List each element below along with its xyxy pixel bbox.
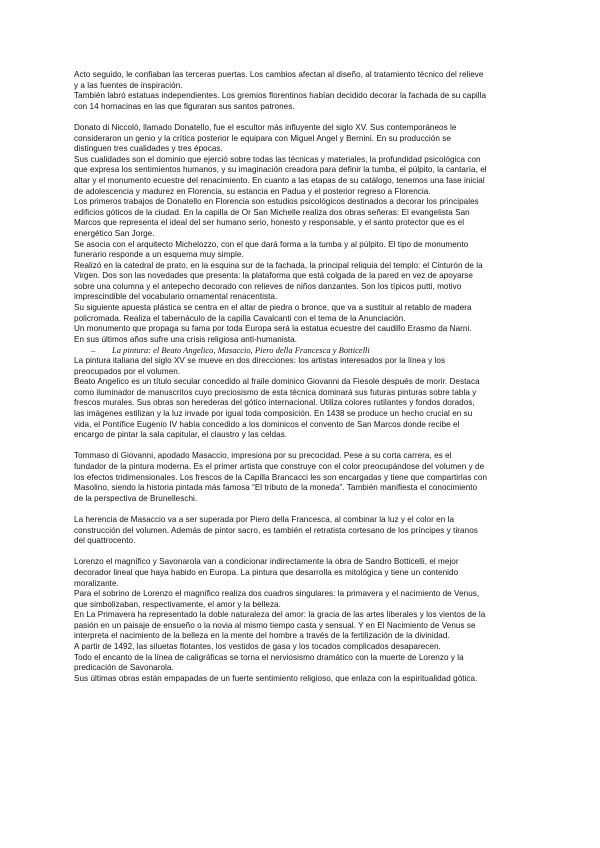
paragraph-piero-della-francesca: La herencia de Masaccio va a ser superada por Piero della Francesca, al combinar la luz y el color en la construcción del volumen. Además de pintor sacro, es también el retratista cortesano de los príncipes y tiranos del quattrocento.	[74, 514, 478, 546]
paragraph-gap	[74, 112, 526, 123]
section-heading	[74, 345, 526, 356]
heading-text: La pintura: el Beato Angelico, Masaccio, Piero della Francesca y Botticelli	[112, 345, 370, 356]
paragraph-terceras-puertas: Acto seguido, le confiaban las terceras puertas. Los cambios afectan al diseño, al tratamiento técnico del relieve y a las fuentes de inspiración. También labró estatuas independientes. Los gremios florentinos habían decidido decorar la fachada de su capilla con 14 hornacinas en las que figuraran sus santos patrones.	[74, 70, 487, 111]
paragraph-gap	[74, 441, 526, 452]
heading-dash: –	[91, 345, 96, 356]
paragraph-gap	[74, 504, 526, 515]
paragraph-beato-angelico: La pintura italiana del siglo XV se mueve en dos direcciones: los artistas interesados por la línea y los preocupados por el volumen. Beato Angelico es un título secular concedido al fraile dominico Giovanni da Fiesole después de morir. Destaca como iluminador de manuscritos cuyo preciosismo de esta técnica dominará sus futuras pinturas sobre tabla y frescos murales. Sus obras son herederas del gótico internacional. Utiliza colores rutilantes y fondos dorados, las imágenes estilizan y la luz invade por igual toda composición. En 1438 se produce un hecho crucial en su vida, el Pontífice Eugenio IV había concedido a los dominicos el convento de San Marcos donde recibe el encargo de pintar la sala capitular, el claustro y las celdas.	[74, 356, 480, 440]
paragraph-gap	[74, 547, 526, 558]
paragraph-botticelli: Lorenzo el magnífico y Savonarola van a condicionar indirectamente la obra de Sandro Botticelli, el mejor decorador lineal que haya habido en Europa. La pintura que desarrolla es mitológica y tiene un contenido moralizante. Para el sobrino de Lorenzo el magnífico realiza dos cuadros singulares: la primavera y el nacimiento de Venus, que simbolizaban, respectivamente, el amor y la belleza. En La Primavera ha representado la doble naturaleza del amor: la gracia de las artes liberales y los vientos de la pasión en un paisaje de ensueño o la novia al mismo tiempo casta y sensual. Y en El Nacimiento de Venus se interpreta el nacimiento de la belleza en la mente del hombre a través de la fertilización de la divinidad. A partir de 1492, las siluetas flotantes, los vestidos de gasa y los tocados complicados desaparecen. Todo el encanto de la línea de caligráficas se torna el nerviosismo dramático con la muerte de Lorenzo y la predicación de Savonarola. Sus últimas obras están empapadas de un fuerte sentimiento religioso, que enlaza con la espiritualidad gótica.	[74, 557, 486, 683]
paragraph-donatello: Donato di Niccolò, llamado Donatello, fue el escultor más influyente del siglo XV. Sus contemporáneos le consideraron un genio y la crítica posterior le equipara con Miguel Angel y Bernini. En su producción se distinguen tres cualidades y tres épocas. Sus cualidades son el dominio que ejerció sobre todas las técnicas y materiales, la profundidad psicológica con que expresa los sentimientos humanos, y su imaginación creadora para definir la tumba, el púlpito, la cantaría, el altar y el monumento ecuestre del renacimiento. En cuanto a las etapas de su catálogo, tenemos una fase inicial de adolescencia y madurez en Florencia, su estancia en Padua y el posterior regreso a Florencia. Los primeros trabajos de Donatello en Florencia son estudios psicológicos destinados a decorar los principales edificios góticos de la ciudad. En la capilla de Or San Michelle realiza dos obras señeras: El evangelista San Marcos que representa el ideal del ser humano serio, honesto y responsable, y el santo protector que es el energético San Jorge. Se asocia con el arquitecto Michelozzo, con el que dará forma a la tumba y al púlpito. El tipo de monumento funerario responde a un esquema muy simple. Realizó en la catedral de prato, en la esquina sur de la fachada, la principal reliquia del templo: el Cinturón de la Virgen. Dos son las novedades que presenta: la plataforma que está colgada de la pared en vez de apoyarse sobre una columna y el antepecho decorado con relieves de niños danzantes. Son los típicos putti, motivo imprescindible del vocabulario ornamental renacentista. Su siguiente apuesta plástica se centra en el altar de piedra o bronce, que va a sustituir al retablo de madera policromada. Realiza el tabernáculo de la capilla Cavalcanti con el tema de la Anunciación. Un monumento que propaga su fama por toda Europa será la estatua ecuestre del caudillo Erasmo da Narni. En sus últimos años sufre una crisis religiosa anti-humanista.	[74, 122, 487, 344]
paragraph-masaccio: Tommaso di Giovanni, apodado Masaccio, impresiona por su precocidad. Pese a su corta carrera, es el fundador de la pintura moderna. Es el primer artista que construye con el color preocupándose del volumen y de los efectos tridimensionales. Los frescos de la Capilla Brancacci les son encargadas y tiene que compartirlas con Masolino, siendo la historia pintada más famosa “El tributo de la moneda”. También manifiesta el conocimiento de la perspectiva de Brunelleschi.	[74, 451, 488, 503]
